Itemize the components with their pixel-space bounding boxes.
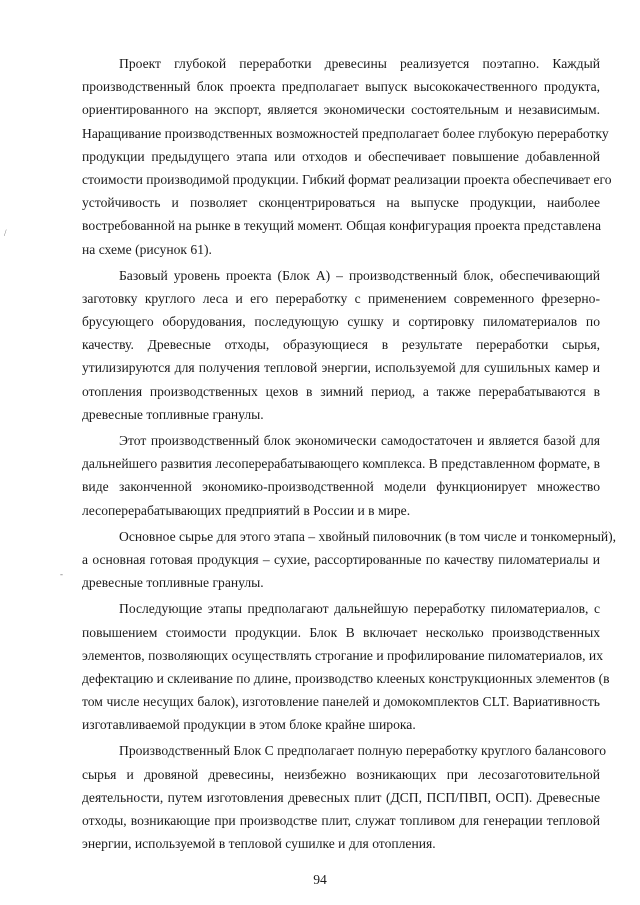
body-text xyxy=(82,52,617,858)
text-line: качеству. Древесные отходы, образующиеся в результате переработки сырья, xyxy=(82,337,600,353)
text-line: элементов, позволяющих осуществлять строгание и профилирование пиломатериалов, их xyxy=(82,647,604,663)
text-line: Базовый уровень проекта (Блок А) – производственный блок, обеспечивающий xyxy=(119,267,600,283)
text-line: древесные топливные гранулы. xyxy=(82,406,264,422)
text-line: повышением стоимости продукции. Блок В включает несколько производственных xyxy=(82,624,600,640)
text-line: дальнейшего развития лесоперерабатывающего комплекса. В представленном формате, в xyxy=(82,456,600,472)
text-line: сырья и дровяной древесины, неизбежно возникающих при лесозаготовительной xyxy=(82,766,600,782)
text-line: дефектацию и склеивание по длине, производство клееных конструкционных элементов (в xyxy=(82,670,610,686)
text-line: деятельности, путем изготовления древесных плит (ДСП, ПСП/ПВП, ОСП). Древесные xyxy=(82,789,600,805)
text-line: изготавливаемой продукции в этом блоке крайне широка. xyxy=(82,717,416,733)
text-line: энергии, используемой в тепловой сушилке и для отопления. xyxy=(82,836,436,852)
text-line: продукции предыдущего этапа или отходов и обеспечивает повышение добавленной xyxy=(82,148,600,164)
text-line: а основная готовая продукция – сухие, рассортированные по качеству пиломатериалы и xyxy=(82,551,600,567)
paragraph xyxy=(82,429,600,522)
text-line: виде законченной экономико-производственной модели функционирует множество xyxy=(82,479,600,495)
text-line: том числе несущих балок), изготовление панелей и домокомплектов CLT. Вариативность xyxy=(82,694,600,710)
margin-dash-mark: - xyxy=(60,569,63,579)
text-line: Последующие этапы предполагают дальнейшую переработку пиломатериалов, с xyxy=(119,601,600,617)
text-line: Наращивание производственных возможностей предполагает более глубокую переработку xyxy=(82,125,609,141)
text-line: производственный блок проекта предполагает выпуск высококачественного продукта, xyxy=(82,79,600,95)
text-line: Производственный Блок С предполагает полную переработку круглого балансового xyxy=(119,743,607,759)
paragraph xyxy=(82,52,612,261)
text-line: устойчивость и позволяет сконцентрироваться на выпуске продукции, наиболее xyxy=(82,195,600,211)
text-line: Проект глубокой переработки древесины реализуется поэтапно. Каждый xyxy=(119,56,600,71)
page-number: 94 xyxy=(313,872,327,887)
text-line: Основное сырье для этого этапа – хвойный пиловочник (в том числе и тонкомерный), xyxy=(119,528,617,544)
text-line: Этот производственный блок экономически самодостаточен и является базой для xyxy=(119,433,600,448)
text-line: древесные топливные гранулы. xyxy=(82,575,264,591)
text-line: востребованной на рынке в текущий момент. Общая конфигурация проекта представлена xyxy=(82,218,601,234)
paragraph xyxy=(82,597,610,736)
text-line: брусующего оборудования, последующую сушку и сортировку пиломатериалов по xyxy=(82,314,600,330)
paragraph xyxy=(82,264,600,426)
text-line: заготовку круглого леса и его переработку с применением современного фрезерно- xyxy=(82,290,600,306)
text-line: стоимости производимой продукции. Гибкий формат реализации проекта обеспечивает его xyxy=(82,171,612,187)
paragraph xyxy=(82,739,607,855)
text-line: лесоперерабатывающих предприятий в России и в мире. xyxy=(82,502,411,518)
text-line: отопления производственных цехов в зимний период, а также перерабатываются в xyxy=(82,383,600,399)
text-line: отходы, возникающие при производстве плит, служат топливом для генерации тепловой xyxy=(82,813,600,828)
text-line: ориентированного на экспорт, является экономически состоятельным и независимым. xyxy=(82,102,600,118)
margin-tick-mark: / xyxy=(4,228,7,238)
text-line: на схеме (рисунок 61). xyxy=(82,241,212,257)
paragraph xyxy=(82,525,617,595)
text-line: утилизируются для получения тепловой энергии, используемой для сушильных камер и xyxy=(82,360,600,376)
